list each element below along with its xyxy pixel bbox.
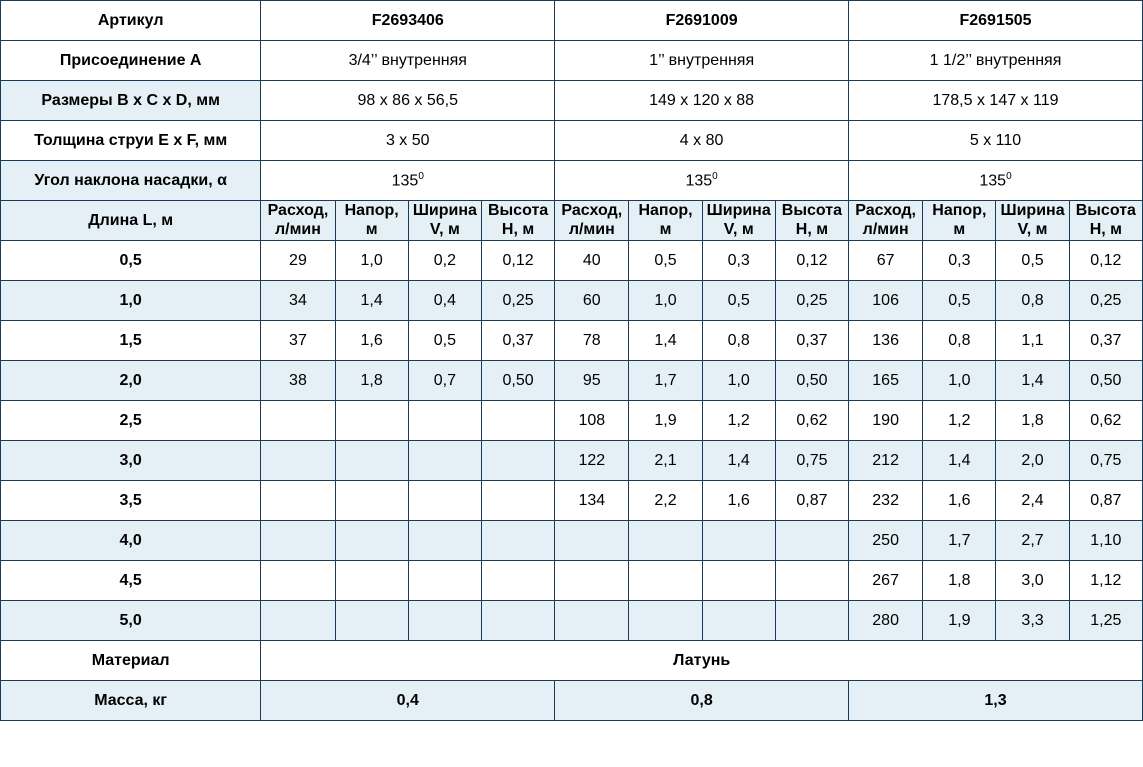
- cell: 0,62: [1069, 401, 1142, 441]
- cell: 0,5: [629, 241, 702, 281]
- cell: [261, 481, 335, 521]
- cell: 0,25: [775, 281, 848, 321]
- cell: 108: [555, 401, 629, 441]
- cell: 37: [261, 321, 335, 361]
- cell: 1,4: [335, 281, 408, 321]
- cell: 1,12: [1069, 561, 1142, 601]
- cell: [629, 601, 702, 641]
- subheader-head-3: [923, 201, 996, 241]
- subheader-head-1: [335, 201, 408, 241]
- cell: 0,87: [1069, 481, 1142, 521]
- table-row: [1, 601, 1143, 641]
- cell: [335, 481, 408, 521]
- subheader-width-line2-2: V, м: [723, 220, 754, 238]
- cell: [702, 561, 775, 601]
- cell: 0,37: [775, 321, 848, 361]
- table-row: [1, 361, 1143, 401]
- cell: 1,9: [629, 401, 702, 441]
- subheader-height-line2-1: H, м: [501, 220, 535, 238]
- subheader-head-line2-3: м: [953, 220, 966, 238]
- dimensions-value-2: 149 x 120 x 88: [555, 81, 849, 121]
- subheader-head-line1-2: Напор,: [638, 202, 693, 220]
- cell: 1,2: [702, 401, 775, 441]
- table-row: [1, 481, 1143, 521]
- cell: 1,6: [702, 481, 775, 521]
- cell: [261, 601, 335, 641]
- article-value-2: F2691009: [555, 1, 849, 41]
- subheader-height-line2-3: H, м: [1089, 220, 1122, 238]
- row-label-nozzle-angle: Угол наклона насадки, α: [1, 161, 261, 201]
- cell: 0,4: [408, 281, 481, 321]
- table-row-artikul: [1, 1, 1143, 41]
- row-length-label: 5,0: [1, 601, 261, 641]
- subheader-height-line1-1: Высота: [487, 202, 549, 220]
- table-row-connection: [1, 41, 1143, 81]
- subheader-flow-2: [555, 201, 629, 241]
- mass-value-3: 1,3: [849, 681, 1143, 721]
- row-length-label: 1,0: [1, 281, 261, 321]
- subheader-head-line2-1: м: [365, 220, 378, 238]
- cell: 60: [555, 281, 629, 321]
- subheader-head-line1-1: Напор,: [344, 202, 399, 220]
- row-label-material: Материал: [1, 641, 261, 681]
- subheader-width-line1-1: Ширина: [412, 202, 477, 220]
- cell: 1,2: [923, 401, 996, 441]
- cell: [629, 561, 702, 601]
- subheader-height-line1-2: Высота: [781, 202, 843, 220]
- degree-sup-1: 0: [418, 170, 424, 182]
- nozzle-angle-number-2: 135: [685, 172, 713, 190]
- cell: 0,37: [481, 321, 554, 361]
- cell: [408, 601, 481, 641]
- cell: 0,12: [481, 241, 554, 281]
- table-row-material: [1, 641, 1143, 681]
- cell: [775, 561, 848, 601]
- cell: 134: [555, 481, 629, 521]
- subheader-flow-1: [261, 201, 335, 241]
- nozzle-angle-value-3: [849, 161, 1143, 201]
- cell: 1,4: [629, 321, 702, 361]
- subheader-width-1: [408, 201, 481, 241]
- cell: [335, 401, 408, 441]
- table-row-subheaders: [1, 201, 1143, 241]
- cell: 78: [555, 321, 629, 361]
- cell: [481, 561, 554, 601]
- table-row-jet-thickness: [1, 121, 1143, 161]
- cell: 0,25: [481, 281, 554, 321]
- cell: 2,7: [996, 521, 1069, 561]
- cell: 1,4: [996, 361, 1069, 401]
- row-label-connection: Присоединение A: [1, 41, 261, 81]
- cell: 0,25: [1069, 281, 1142, 321]
- nozzle-angle-value-2: [555, 161, 849, 201]
- subheader-flow-line1-1: Расход,: [267, 202, 329, 220]
- subheader-height-line2-2: H, м: [795, 220, 829, 238]
- row-length-label: 3,5: [1, 481, 261, 521]
- row-label-dimensions: Размеры B x C x D, мм: [1, 81, 261, 121]
- subheader-flow-line1-3: Расход,: [855, 202, 916, 220]
- cell: [481, 601, 554, 641]
- row-length-label: 3,0: [1, 441, 261, 481]
- cell: 280: [849, 601, 923, 641]
- table-row-mass: [1, 681, 1143, 721]
- cell: [775, 601, 848, 641]
- cell: 0,7: [408, 361, 481, 401]
- jet-thickness-value-1: 3 x 50: [261, 121, 555, 161]
- cell: 0,8: [923, 321, 996, 361]
- cell: [481, 441, 554, 481]
- cell: [335, 561, 408, 601]
- cell: 212: [849, 441, 923, 481]
- subheader-width-3: [996, 201, 1069, 241]
- table-row-nozzle-angle: [1, 161, 1143, 201]
- dimensions-value-1: 98 x 86 x 56,5: [261, 81, 555, 121]
- jet-thickness-value-3: 5 x 110: [849, 121, 1143, 161]
- cell: [335, 521, 408, 561]
- cell: [408, 441, 481, 481]
- cell: 0,5: [923, 281, 996, 321]
- cell: [335, 601, 408, 641]
- cell: 29: [261, 241, 335, 281]
- cell: 1,4: [702, 441, 775, 481]
- subheader-width-2: [702, 201, 775, 241]
- cell: 38: [261, 361, 335, 401]
- cell: 1,7: [629, 361, 702, 401]
- cell: 0,5: [996, 241, 1069, 281]
- cell: 0,50: [481, 361, 554, 401]
- mass-value-2: 0,8: [555, 681, 849, 721]
- subheader-head-2: [629, 201, 702, 241]
- cell: 95: [555, 361, 629, 401]
- cell: 2,2: [629, 481, 702, 521]
- cell: 3,0: [996, 561, 1069, 601]
- subheader-height-line1-3: Высота: [1075, 202, 1136, 220]
- cell: 1,8: [923, 561, 996, 601]
- subheader-head-line2-2: м: [659, 220, 672, 238]
- subheader-flow-line2-3: л/мин: [862, 220, 909, 238]
- cell: 1,8: [335, 361, 408, 401]
- table-row: [1, 441, 1143, 481]
- cell: 0,50: [775, 361, 848, 401]
- cell: [261, 561, 335, 601]
- subheader-width-line1-2: Ширина: [706, 202, 771, 220]
- row-length-label: 2,0: [1, 361, 261, 401]
- cell: [555, 601, 629, 641]
- cell: 2,0: [996, 441, 1069, 481]
- connection-value-2: 1’’ внутренняя: [555, 41, 849, 81]
- nozzle-angle-number-1: 135: [391, 172, 419, 190]
- cell: [555, 561, 629, 601]
- connection-value-3: 1 1/2’’ внутренняя: [849, 41, 1143, 81]
- jet-thickness-value-2: 4 x 80: [555, 121, 849, 161]
- row-length-label: 2,5: [1, 401, 261, 441]
- table-row-dimensions: [1, 81, 1143, 121]
- subheader-flow-line1-2: Расход,: [561, 202, 623, 220]
- table-row: [1, 321, 1143, 361]
- row-length-label: 0,5: [1, 241, 261, 281]
- cell: 0,5: [408, 321, 481, 361]
- cell: 0,75: [775, 441, 848, 481]
- subheader-width-line2-1: V, м: [429, 220, 460, 238]
- nozzle-angle-value-1: [261, 161, 555, 201]
- cell: 1,6: [335, 321, 408, 361]
- cell: [629, 521, 702, 561]
- cell: 0,37: [1069, 321, 1142, 361]
- degree-sup-3: 0: [1006, 170, 1012, 182]
- connection-value-1: 3/4’’ внутренняя: [261, 41, 555, 81]
- cell: 250: [849, 521, 923, 561]
- cell: [555, 521, 629, 561]
- table-row: [1, 401, 1143, 441]
- cell: [408, 521, 481, 561]
- cell: 165: [849, 361, 923, 401]
- row-length-label: 1,5: [1, 321, 261, 361]
- row-length-label: 4,0: [1, 521, 261, 561]
- subheader-height-3: [1069, 201, 1142, 241]
- cell: 0,12: [775, 241, 848, 281]
- cell: 0,3: [923, 241, 996, 281]
- cell: 2,4: [996, 481, 1069, 521]
- dimensions-value-3: 178,5 x 147 x 119: [849, 81, 1143, 121]
- cell: 2,1: [629, 441, 702, 481]
- row-length-label: 4,5: [1, 561, 261, 601]
- subheader-height-2: [775, 201, 848, 241]
- cell: 3,3: [996, 601, 1069, 641]
- nozzle-angle-number-3: 135: [979, 172, 1007, 190]
- cell: [481, 521, 554, 561]
- cell: 232: [849, 481, 923, 521]
- cell: 1,25: [1069, 601, 1142, 641]
- cell: 0,12: [1069, 241, 1142, 281]
- row-label-jet-thickness: Толщина струи E x F, мм: [1, 121, 261, 161]
- cell: 1,7: [923, 521, 996, 561]
- table-row: [1, 281, 1143, 321]
- material-value: Латунь: [261, 641, 1143, 681]
- article-value-3: F2691505: [849, 1, 1143, 41]
- subheader-flow-line2-2: л/мин: [568, 220, 615, 238]
- subheader-flow-3: [849, 201, 923, 241]
- row-label-mass: Масса, кг: [1, 681, 261, 721]
- cell: 1,4: [923, 441, 996, 481]
- cell: [775, 521, 848, 561]
- cell: 0,87: [775, 481, 848, 521]
- mass-value-1: 0,4: [261, 681, 555, 721]
- table-row: [1, 521, 1143, 561]
- cell: [261, 521, 335, 561]
- subheader-head-line1-3: Напор,: [932, 202, 987, 220]
- cell: [481, 481, 554, 521]
- cell: 40: [555, 241, 629, 281]
- cell: 1,10: [1069, 521, 1142, 561]
- article-value-1: F2693406: [261, 1, 555, 41]
- cell: [408, 561, 481, 601]
- cell: 1,0: [702, 361, 775, 401]
- cell: 1,8: [996, 401, 1069, 441]
- cell: 1,6: [923, 481, 996, 521]
- subheader-width-line1-3: Ширина: [1000, 202, 1065, 220]
- cell: 1,0: [629, 281, 702, 321]
- cell: 67: [849, 241, 923, 281]
- cell: [261, 441, 335, 481]
- cell: 1,9: [923, 601, 996, 641]
- row-label-length: Длина L, м: [1, 201, 261, 241]
- cell: 0,50: [1069, 361, 1142, 401]
- cell: [408, 401, 481, 441]
- degree-sup-2: 0: [712, 170, 718, 182]
- row-label-artikul: Артикул: [1, 1, 261, 41]
- cell: 0,8: [996, 281, 1069, 321]
- subheader-width-line2-3: V, м: [1017, 220, 1048, 238]
- cell: 1,0: [335, 241, 408, 281]
- cell: 267: [849, 561, 923, 601]
- cell: 0,5: [702, 281, 775, 321]
- cell: 0,75: [1069, 441, 1142, 481]
- cell: [261, 401, 335, 441]
- cell: 0,3: [702, 241, 775, 281]
- cell: 1,1: [996, 321, 1069, 361]
- cell: [702, 601, 775, 641]
- cell: 122: [555, 441, 629, 481]
- cell: 1,0: [923, 361, 996, 401]
- cell: [335, 441, 408, 481]
- subheader-flow-line2-1: л/мин: [274, 220, 321, 238]
- cell: 0,8: [702, 321, 775, 361]
- cell: 106: [849, 281, 923, 321]
- subheader-height-1: [481, 201, 554, 241]
- cell: [702, 521, 775, 561]
- table-row: [1, 241, 1143, 281]
- table-row: [1, 561, 1143, 601]
- cell: 190: [849, 401, 923, 441]
- cell: 0,2: [408, 241, 481, 281]
- cell: [408, 481, 481, 521]
- cell: [481, 401, 554, 441]
- cell: 34: [261, 281, 335, 321]
- cell: 136: [849, 321, 923, 361]
- cell: 0,62: [775, 401, 848, 441]
